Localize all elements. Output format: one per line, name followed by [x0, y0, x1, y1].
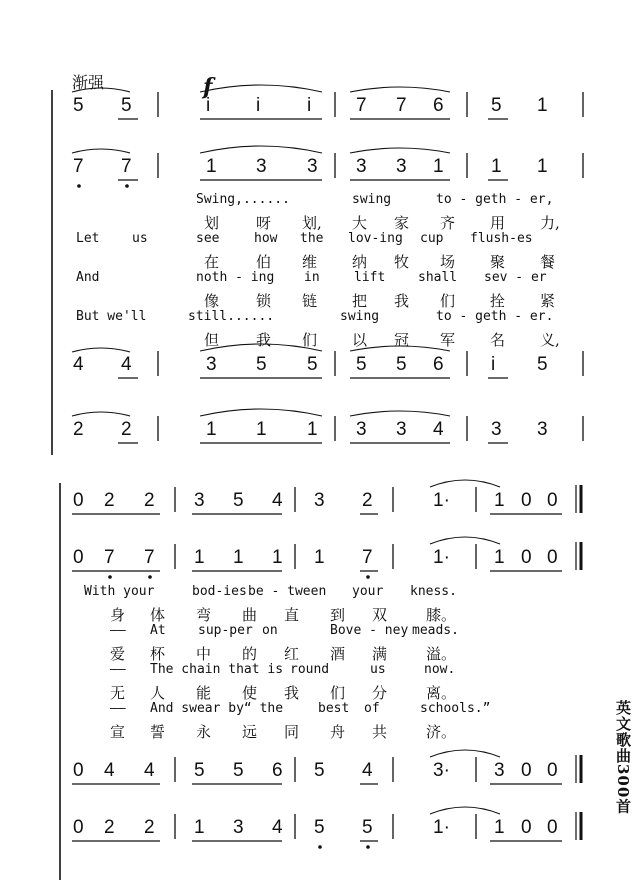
lyric-system2-2-1: At — [150, 623, 166, 638]
slur-arc — [72, 412, 130, 416]
lyric-system1-6-0: But we'll — [76, 309, 147, 324]
lyric-system1-3-3: 纳 — [352, 252, 368, 271]
lyric-system1-7-3: 以 — [352, 330, 368, 349]
note-system1-3-7: 4 — [433, 419, 444, 440]
note-system2-2-5: 6 — [272, 760, 283, 781]
lyric-system2-0-4: kness. — [410, 584, 457, 599]
octave-dot — [318, 845, 322, 849]
slur-arc — [72, 149, 130, 153]
note-system1-1-4: 3 — [307, 156, 318, 177]
note-system1-3-5: 3 — [356, 419, 367, 440]
lyric-system1-0-1: Swing,...... — [196, 192, 290, 207]
lyric-system2-2-3: on — [262, 623, 278, 638]
lyric-system1-7-0: 但 — [204, 330, 220, 349]
note-system2-1-4: 1 — [233, 547, 244, 568]
lyric-system1-7-1: 我 — [256, 330, 272, 349]
lyric-system1-5-7: 紧 — [540, 291, 556, 310]
note-system2-2-6: 5 — [314, 760, 325, 781]
lyric-system2-5-7: 离。 — [426, 683, 457, 702]
slur-arc — [430, 807, 500, 814]
note-system2-3-4: 3 — [233, 817, 244, 838]
lyric-system2-7-0: 宣 — [110, 722, 126, 741]
lyric-system1-2-0: Let — [76, 231, 100, 246]
lyric-system2-1-1: 体 — [150, 605, 166, 624]
slur-arc — [350, 148, 450, 153]
note-system1-3-4: 1 — [307, 419, 318, 440]
note-system2-3-5: 4 — [272, 817, 283, 838]
note-system1-2-2: 3 — [206, 354, 217, 375]
lyric-system1-7-6: 名 — [490, 330, 506, 349]
lyric-system2-7-5: 舟 — [330, 722, 346, 741]
lyric-system1-4-4: shall — [418, 270, 458, 285]
lyric-system2-3-2: 中 — [196, 644, 212, 663]
note-system2-3-7: 5 — [362, 817, 373, 838]
lyric-system1-6-3: to - geth - er. — [436, 309, 554, 324]
note-system2-0-8: 1· — [433, 490, 450, 511]
lyric-system2-5-5: 们 — [330, 683, 346, 702]
note-system2-0-3: 3 — [194, 490, 205, 511]
dynamic-forte: f — [203, 74, 213, 100]
lyric-system2-0-2: be - tween — [248, 584, 327, 599]
lyric-system2-3-3: 的 — [242, 644, 258, 663]
lyric-system1-0-2: swing — [352, 192, 392, 207]
note-system1-2-3: 5 — [256, 354, 267, 375]
note-system1-0-1: 5 — [121, 95, 132, 116]
note-system2-2-10: 0 — [521, 760, 532, 781]
note-system2-1-3: 1 — [194, 547, 205, 568]
lyric-system1-5-6: 拴 — [490, 291, 506, 310]
note-system2-1-6: 1 — [314, 547, 325, 568]
lyric-system2-7-7: 济。 — [426, 722, 457, 741]
lyric-system1-4-1: noth - ing — [196, 270, 275, 285]
lyric-system2-0-3: your — [352, 584, 384, 599]
slur-arc — [430, 480, 500, 487]
note-system1-0-0: 5 — [73, 95, 84, 116]
lyric-system2-5-2: 能 — [196, 683, 212, 702]
lyric-system1-5-3: 把 — [352, 291, 368, 310]
lyric-system2-5-3: 使 — [242, 683, 258, 702]
note-system2-2-8: 3· — [433, 760, 450, 781]
crescendo-marking: 渐强 — [72, 73, 105, 92]
lyric-system2-1-5: 到 — [330, 605, 346, 624]
lyric-system2-7-1: 誓 — [150, 722, 166, 741]
lyric-system2-6-2: best — [318, 701, 350, 716]
note-system2-2-1: 4 — [104, 760, 115, 781]
lyric-system1-4-2: in — [304, 270, 320, 285]
lyric-system1-2-1: us — [132, 231, 148, 246]
lyric-system1-1-2: 划, — [302, 213, 322, 232]
note-system2-2-0: 0 — [73, 760, 84, 781]
lyric-system2-1-0: 身 — [110, 605, 126, 624]
note-system1-1-3: 3 — [256, 156, 267, 177]
note-system1-2-6: 5 — [396, 354, 407, 375]
slur-arc — [200, 409, 322, 416]
note-system1-3-1: 2 — [121, 419, 132, 440]
note-system1-0-3: i — [256, 95, 261, 116]
note-system2-2-2: 4 — [144, 760, 155, 781]
note-system2-2-7: 4 — [362, 760, 373, 781]
note-system1-0-5: 7 — [356, 95, 367, 116]
lyric-system1-7-7: 义, — [540, 330, 560, 349]
lyric-system2-5-6: 分 — [372, 683, 388, 702]
lyric-system2-5-0: 无 — [110, 683, 126, 702]
note-system2-3-11: 0 — [547, 817, 558, 838]
lyric-system2-3-0: 爱 — [110, 644, 126, 663]
lyric-system2-3-5: 酒 — [330, 644, 346, 663]
note-system1-3-2: 1 — [206, 419, 217, 440]
lyric-system2-0-1: bod-ies — [192, 584, 247, 599]
note-system2-0-5: 4 — [272, 490, 283, 511]
note-system2-1-1: 7 — [104, 547, 115, 568]
lyric-system1-2-7: flush-es — [470, 231, 533, 246]
lyric-system2-1-7: 膝。 — [426, 605, 457, 624]
lyric-system1-2-5: lov-ing — [348, 231, 403, 246]
note-system2-1-8: 1· — [433, 547, 450, 568]
lyric-system2-3-6: 满 — [372, 644, 388, 663]
lyric-system2-5-1: 人 — [150, 683, 166, 702]
lyric-system1-3-6: 聚 — [490, 252, 506, 271]
note-system1-3-9: 3 — [537, 419, 548, 440]
note-system1-0-8: 5 — [491, 95, 502, 116]
lyric-system2-2-5: meads. — [412, 623, 459, 638]
note-system2-0-11: 0 — [547, 490, 558, 511]
lyric-system1-2-6: cup — [420, 231, 444, 246]
note-system1-1-2: 1 — [206, 156, 217, 177]
note-system1-1-8: 1 — [491, 156, 502, 177]
slur-arc — [350, 411, 450, 416]
lyric-system1-5-5: 们 — [440, 291, 456, 310]
lyric-system1-4-5: sev - er — [484, 270, 547, 285]
note-system1-0-2: i — [206, 95, 211, 116]
note-system1-1-0: 7 — [73, 156, 84, 177]
note-system2-0-9: 1 — [494, 490, 505, 511]
note-system2-3-2: 2 — [144, 817, 155, 838]
note-system2-2-11: 0 — [547, 760, 558, 781]
lyric-system1-6-2: swing — [340, 309, 380, 324]
lyric-system1-5-2: 链 — [302, 291, 318, 310]
lyric-system2-6-0: —— — [110, 701, 126, 716]
lyric-system2-4-4: now. — [424, 662, 456, 677]
lyric-system1-7-5: 军 — [440, 330, 456, 349]
lyric-system2-7-2: 永 — [196, 722, 212, 741]
note-system2-0-2: 2 — [144, 490, 155, 511]
octave-dot — [366, 575, 370, 579]
lyric-system1-4-3: lift — [354, 270, 386, 285]
lyric-system2-3-1: 杯 — [150, 644, 166, 663]
note-system1-1-5: 3 — [356, 156, 367, 177]
note-system2-1-10: 0 — [521, 547, 532, 568]
note-system2-3-1: 2 — [104, 817, 115, 838]
lyric-system1-2-2: see — [196, 231, 220, 246]
lyric-system1-2-3: how — [254, 231, 278, 246]
note-system2-1-11: 0 — [547, 547, 558, 568]
note-system2-1-7: 7 — [362, 547, 373, 568]
octave-dot — [366, 845, 370, 849]
note-system2-2-3: 5 — [194, 760, 205, 781]
lyric-system2-4-1: The chain that is — [150, 662, 284, 677]
note-system2-0-10: 0 — [521, 490, 532, 511]
note-system1-2-0: 4 — [73, 354, 84, 375]
lyric-system1-0-3: to - geth - er, — [436, 192, 554, 207]
note-system1-3-0: 2 — [73, 419, 84, 440]
lyric-system1-5-0: 像 — [204, 291, 220, 310]
lyric-system2-4-3: us — [370, 662, 386, 677]
note-system2-0-0: 0 — [73, 490, 84, 511]
note-system2-3-10: 0 — [521, 817, 532, 838]
lyric-system1-3-5: 场 — [440, 252, 456, 271]
note-system2-1-5: 1 — [272, 547, 283, 568]
lyric-system1-1-3: 大 — [352, 213, 368, 232]
note-system2-3-9: 1 — [494, 817, 505, 838]
lyric-system2-3-4: 红 — [284, 644, 300, 663]
lyric-system2-1-6: 双 — [372, 605, 388, 624]
lyric-system1-4-0: And — [76, 270, 100, 285]
lyric-system1-3-7: 餐 — [540, 252, 556, 271]
lyric-system2-1-3: 曲 — [242, 605, 258, 624]
lyric-system1-3-0: 在 — [204, 252, 220, 271]
note-system1-2-8: i — [491, 354, 496, 375]
slur-arc — [200, 146, 322, 153]
note-system2-0-6: 3 — [314, 490, 325, 511]
note-system1-2-7: 6 — [433, 354, 444, 375]
lyric-system1-7-2: 们 — [302, 330, 318, 349]
lyric-system1-3-4: 牧 — [394, 252, 410, 271]
lyric-system1-7-4: 冠 — [394, 330, 410, 349]
octave-dot — [77, 184, 81, 188]
slur-arc — [72, 348, 130, 352]
note-system2-0-4: 5 — [233, 490, 244, 511]
lyric-system1-2-4: the — [300, 231, 324, 246]
note-system1-3-8: 3 — [491, 419, 502, 440]
slur-arc — [350, 87, 450, 92]
lyric-system2-2-2: sup-per — [198, 623, 253, 638]
lyric-system2-6-4: schools.” — [420, 701, 491, 716]
note-system1-0-4: i — [307, 95, 312, 116]
note-system2-0-1: 2 — [104, 490, 115, 511]
lyric-system2-7-4: 同 — [284, 722, 300, 741]
note-system1-0-6: 7 — [396, 95, 407, 116]
lyric-system2-1-2: 弯 — [196, 605, 212, 624]
note-system1-1-9: 1 — [537, 156, 548, 177]
note-system1-1-1: 7 — [121, 156, 132, 177]
lyric-system2-6-3: of — [364, 701, 380, 716]
note-system2-2-9: 3 — [494, 760, 505, 781]
lyric-system1-1-1: 呀 — [256, 213, 272, 232]
lyric-system2-5-4: 我 — [284, 683, 300, 702]
octave-dot — [108, 575, 112, 579]
lyric-system1-1-0: 划 — [204, 213, 220, 232]
note-system2-0-7: 2 — [362, 490, 373, 511]
lyric-system1-5-4: 我 — [394, 291, 410, 310]
note-system1-1-7: 1 — [433, 156, 444, 177]
note-system2-3-3: 1 — [194, 817, 205, 838]
lyric-system2-0-0: With your — [84, 584, 155, 599]
note-system1-2-9: 5 — [537, 354, 548, 375]
lyric-system1-3-2: 维 — [302, 252, 318, 271]
note-system1-2-5: 5 — [356, 354, 367, 375]
lyric-system1-6-1: still...... — [188, 309, 275, 324]
lyric-system2-4-0: —— — [110, 662, 126, 677]
octave-dot — [125, 184, 129, 188]
lyric-system2-4-2: round — [290, 662, 330, 677]
lyric-system2-7-3: 远 — [242, 722, 258, 741]
note-system1-2-4: 5 — [307, 354, 318, 375]
lyric-system1-5-1: 锁 — [256, 291, 272, 310]
note-system1-1-6: 3 — [396, 156, 407, 177]
lyric-system1-1-4: 家 — [394, 213, 410, 232]
lyric-system1-3-1: 伯 — [256, 252, 272, 271]
lyric-system2-2-0: —— — [110, 623, 126, 638]
note-system2-3-6: 5 — [314, 817, 325, 838]
lyric-system1-1-6: 用 — [490, 213, 506, 232]
note-system2-1-9: 1 — [494, 547, 505, 568]
note-system1-3-3: 1 — [256, 419, 267, 440]
note-system2-3-0: 0 — [73, 817, 84, 838]
lyric-system2-6-1: And swear by“ the — [150, 701, 284, 716]
note-system1-0-9: 1 — [537, 95, 548, 116]
lyric-system2-1-4: 直 — [284, 605, 300, 624]
note-system2-1-2: 7 — [144, 547, 155, 568]
note-system2-3-8: 1· — [433, 817, 450, 838]
note-system1-0-7: 6 — [433, 95, 444, 116]
lyric-system2-3-7: 溢。 — [426, 644, 457, 663]
octave-dot — [148, 575, 152, 579]
lyric-system2-2-4: Bove - ney — [330, 623, 409, 638]
slur-arc — [430, 750, 500, 757]
note-system2-1-0: 0 — [73, 547, 84, 568]
note-system1-3-6: 3 — [396, 419, 407, 440]
slur-arc — [430, 537, 500, 544]
lyric-system1-1-7: 力, — [540, 213, 560, 232]
lyric-system2-7-6: 共 — [372, 722, 388, 741]
note-system2-2-4: 5 — [233, 760, 244, 781]
lyric-system1-1-5: 齐 — [440, 213, 456, 232]
slur-arc — [200, 85, 322, 92]
book-title-vertical: 英文歌曲300首 — [614, 700, 632, 815]
note-system1-2-1: 4 — [121, 354, 132, 375]
